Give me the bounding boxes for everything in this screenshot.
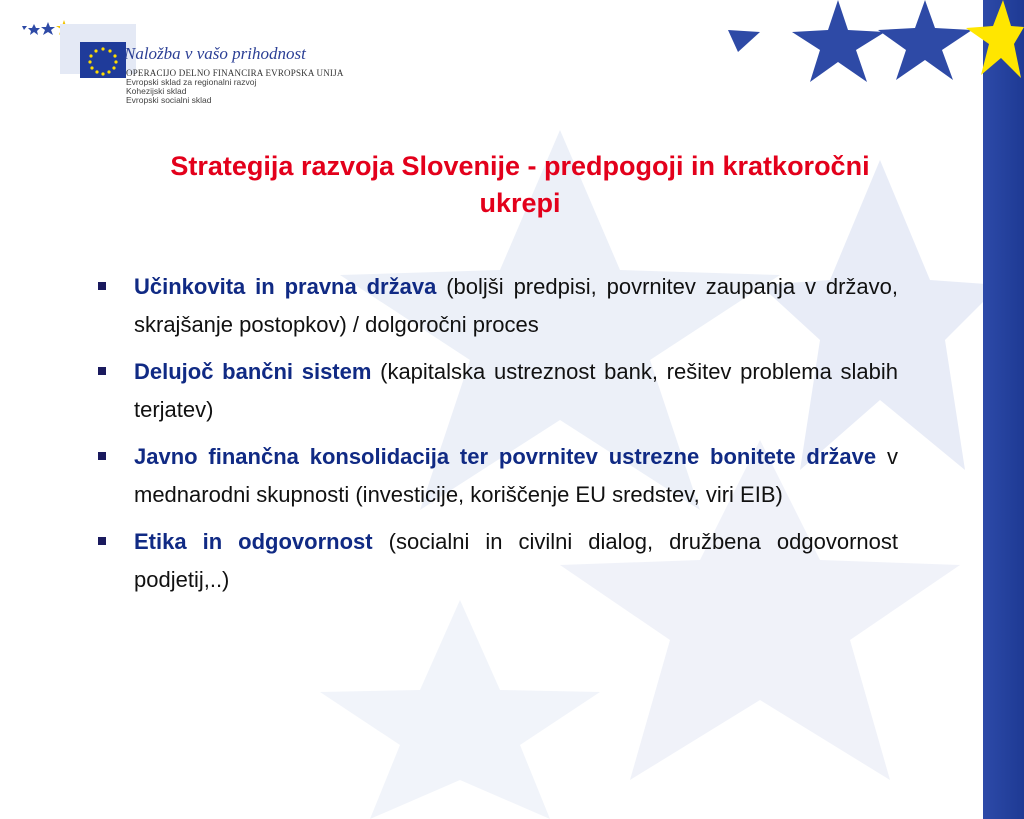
bullet-square-icon <box>98 282 106 290</box>
bullet-list <box>98 268 898 608</box>
slide-title: Strategija razvoja Slovenije - predpogoji in kratkoročni ukrepi <box>170 151 870 218</box>
bullet-item <box>98 438 898 514</box>
bullet-square-icon <box>98 452 106 460</box>
logo-fund-esf: Evropski socialni sklad <box>126 95 212 105</box>
bullet-square-icon <box>98 367 106 375</box>
bullet-text: (socialni in civilni dialog, družbena odgovornost podjetij,..) <box>134 529 898 592</box>
bullet-text: (boljši predpisi, povrnitev zaupanja v državo, skrajšanje postopkov) / dolgoročni proces <box>134 274 898 337</box>
bullet-heading: Delujoč bančni sistem <box>134 359 372 384</box>
bullet-item <box>98 523 898 599</box>
logo-fund-cohesion: Kohezijski sklad <box>126 86 187 96</box>
bullet-text: v mednarodni skupnosti (investicije, koriščenje EU sredstev, viri EIB) <box>134 444 898 507</box>
bullet-text: (kapitalska ustreznost bank, rešitev problema slabih terjatev) <box>134 359 898 422</box>
right-blue-band <box>983 0 1024 819</box>
logo-tagline: Naložba v vašo prihodnost <box>124 44 306 63</box>
logo-program: OPERACIJO DELNO FINANCIRA EVROPSKA UNIJA <box>126 68 344 78</box>
bullet-heading: Javno finančna konsolidacija ter povrnitev ustrezne bonitete države <box>134 444 877 469</box>
bullet-item <box>98 353 898 429</box>
bullet-heading: Učinkovita in pravna država <box>134 274 437 299</box>
logo-fund-erdf: Evropski sklad za regionalni razvoj <box>126 77 257 87</box>
bullet-item <box>98 268 898 344</box>
bullet-square-icon <box>98 537 106 545</box>
top-stars-decoration <box>720 0 990 90</box>
bullet-heading: Etika in odgovornost <box>134 529 373 554</box>
yellow-star-icon <box>963 0 1024 82</box>
